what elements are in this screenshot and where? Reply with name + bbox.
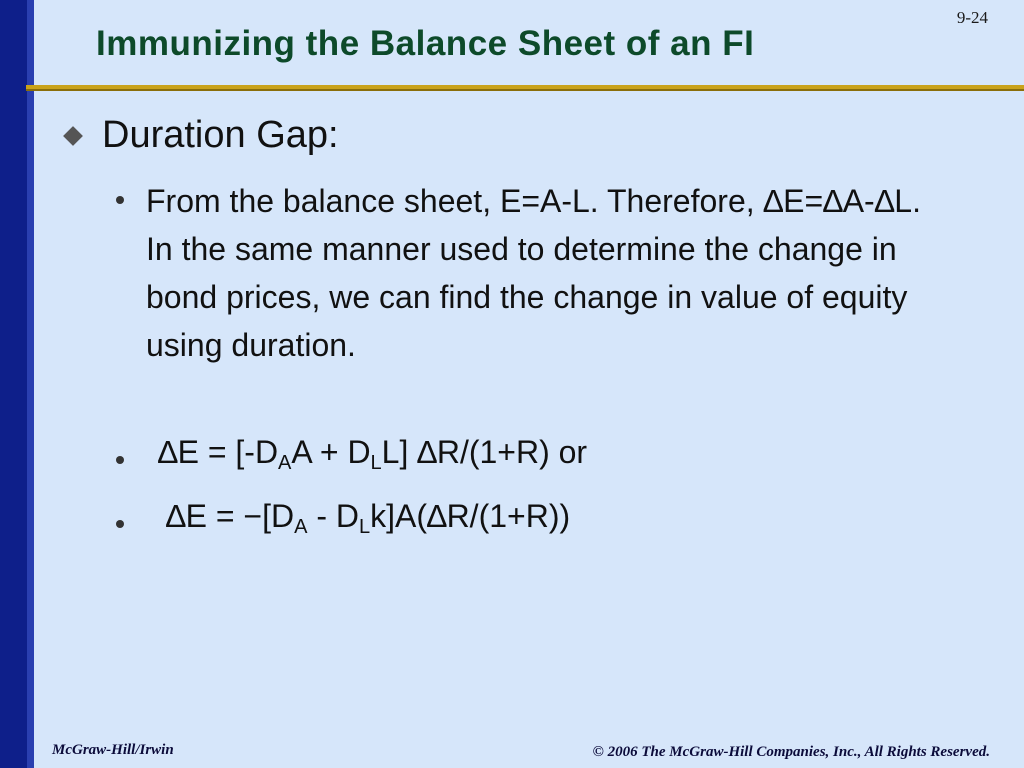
dot-bullet-icon	[116, 196, 124, 204]
dot-bullet-icon	[116, 520, 124, 528]
slide-number: 9-24	[956, 8, 988, 27]
equation-change-in-equity-1: $\Delta E = [-D_AA + D_LL]$ ∆R/(1+R) or	[158, 434, 588, 474]
bullet-paragraph: From the balance sheet, E=A-L. Therefore, ∆E=∆A-∆L. In the same manner used to determine the change in bond prices, we can find the change in value of equity using duration.	[146, 183, 921, 363]
diamond-bullet-icon	[63, 126, 83, 146]
left-accent-bar-edge	[27, 0, 34, 768]
left-accent-bar	[0, 0, 34, 768]
dot-bullet-icon	[116, 456, 124, 464]
equation-change-in-equity-2: $\Delta E = -[D_A - D_Lk]A(\Delta R/(1+R))$	[166, 498, 571, 538]
footer-publisher: McGraw-Hill/Irwin	[52, 742, 174, 758]
title-underline-rule	[26, 85, 1024, 91]
bullet-level1-duration-gap: Duration Gap:	[102, 114, 339, 156]
footer-copyright: © 2006 The McGraw-Hill Companies, Inc., All Rights Reserved.	[592, 744, 990, 760]
slide-title: Immunizing the Balance Sheet of an FI	[96, 24, 755, 63]
